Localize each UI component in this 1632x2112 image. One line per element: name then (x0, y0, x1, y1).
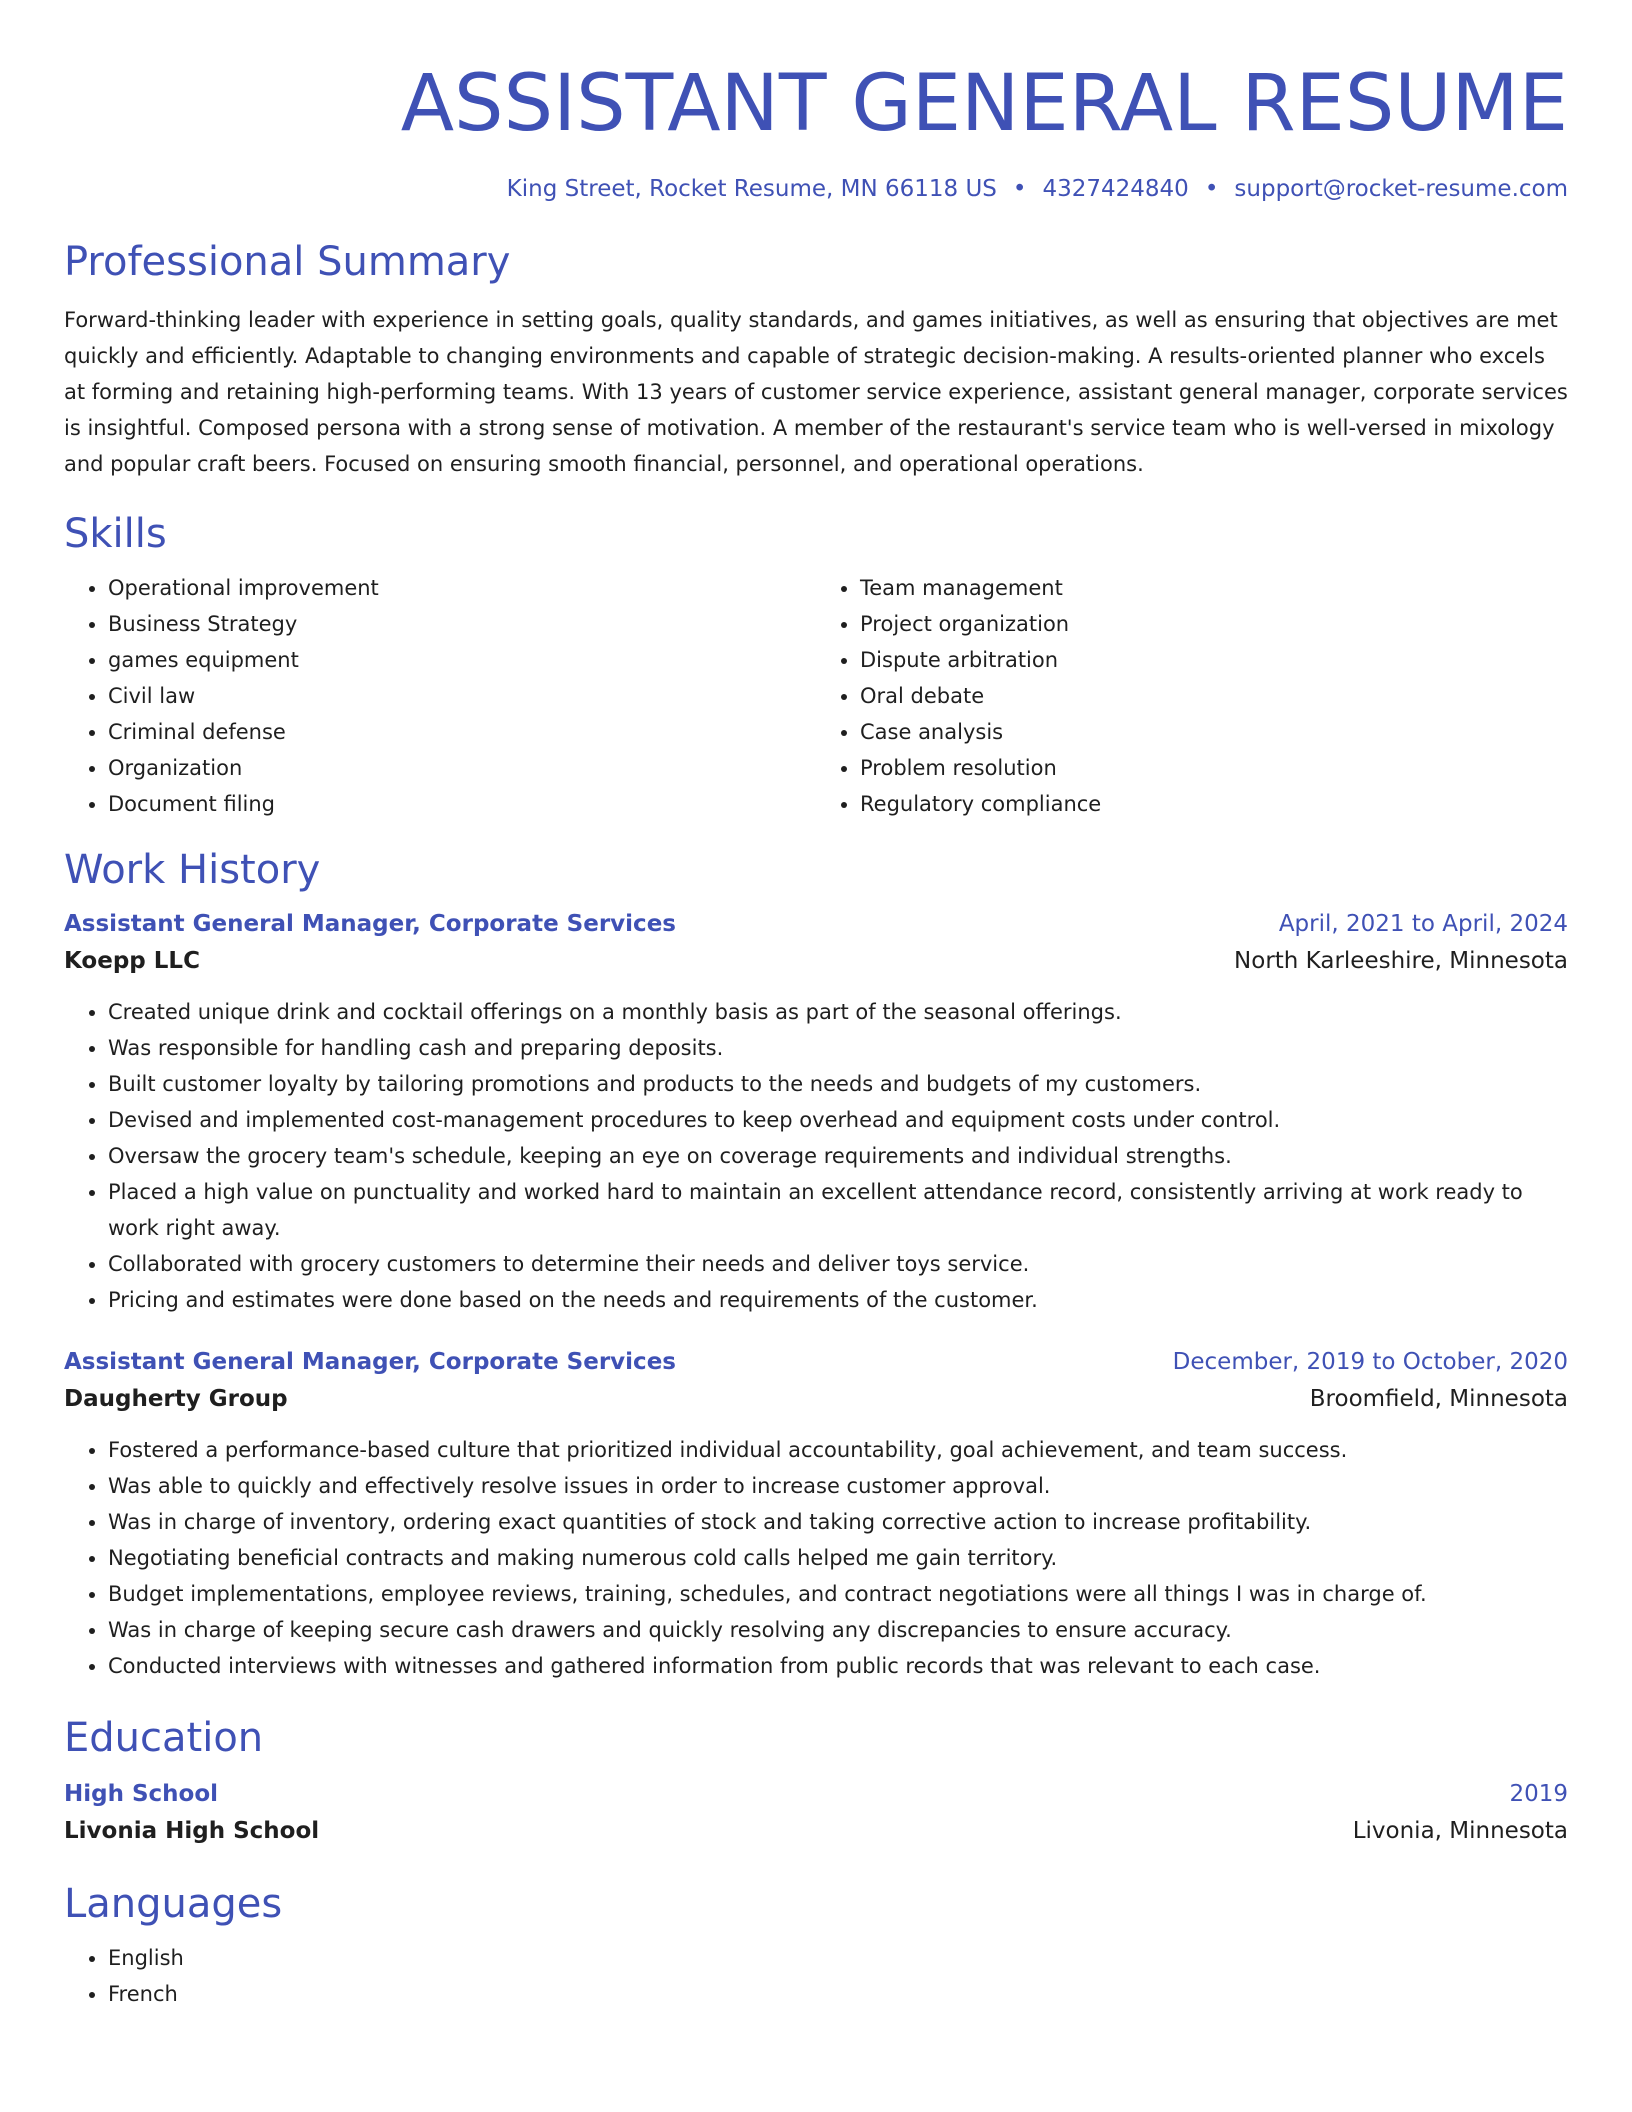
job-bullets (64, 1432, 1568, 1684)
job-bullet: • Built customer loyalty by tailoring promotions and products to the needs and budgets of my customers. (108, 1066, 1568, 1102)
job-bullet: • Budget implementations, employee reviews, training, schedules, and contract negotiations were all things I was in charge of. (108, 1576, 1568, 1612)
job-entry (64, 906, 1568, 1318)
job-bullet: • Negotiating beneficial contracts and making numerous cold calls helped me gain territory. (108, 1540, 1568, 1576)
job-company-row (64, 942, 1568, 980)
languages-heading: Languages (64, 1881, 283, 1927)
job-company: Daugherty Group (64, 1386, 288, 1412)
job-company: Koepp LLC (64, 948, 200, 974)
job-bullet: • Was in charge of keeping secure cash drawers and quickly resolving any discrepancies to ensure accuracy. (108, 1612, 1568, 1648)
languages-list (64, 1940, 1568, 2012)
job-dates: December, 2019 to October, 2020 (1172, 1349, 1568, 1375)
skill-item: • Business Strategy (108, 606, 816, 642)
resume-name: ASSISTANT GENERAL RESUME (400, 59, 1568, 149)
contact-phone: 4327424840 (1042, 176, 1189, 202)
job-bullet: • Was able to quickly and effectively resolve issues in order to increase customer approval. (108, 1468, 1568, 1504)
contact-separator: • (1012, 176, 1027, 202)
job-title: Assistant General Manager, Corporate Services (64, 1349, 676, 1375)
skills-column-right (816, 570, 1568, 822)
skill-item: • Dispute arbitration (860, 642, 1568, 678)
skill-item: • Case analysis (860, 714, 1568, 750)
job-title: Assistant General Manager, Corporate Services (64, 911, 676, 937)
contact-separator: • (1204, 176, 1219, 202)
skills-heading: Skills (64, 511, 167, 557)
job-bullet: • Was in charge of inventory, ordering exact quantities of stock and taking corrective action to increase profitability. (108, 1504, 1568, 1540)
skill-item: • Regulatory compliance (860, 786, 1568, 822)
skill-item: • Team management (860, 570, 1568, 606)
summary-heading: Professional Summary (64, 239, 511, 285)
skill-item: • Operational improvement (108, 570, 816, 606)
job-header-row (64, 1344, 1568, 1380)
education-school-row (64, 1812, 1568, 1850)
contact-email: support@rocket-resume.com (1234, 176, 1568, 202)
job-bullet: • Oversaw the grocery team's schedule, keeping an eye on coverage requirements and individual strengths. (108, 1138, 1568, 1174)
job-bullet: • Devised and implemented cost-management procedures to keep overhead and equipment costs under control. (108, 1102, 1568, 1138)
education-degree: High School (64, 1781, 219, 1807)
job-header-row (64, 906, 1568, 942)
job-location: Broomfield, Minnesota (1309, 1386, 1568, 1412)
skill-item: • Criminal defense (108, 714, 816, 750)
education-location: Livonia, Minnesota (1352, 1818, 1568, 1844)
skill-item: • Organization (108, 750, 816, 786)
job-bullet: • Conducted interviews with witnesses and gathered information from public records that was relevant to each case. (108, 1648, 1568, 1684)
skill-item: • games equipment (108, 642, 816, 678)
skills-column-left (64, 570, 816, 822)
education-heading: Education (64, 1715, 264, 1761)
education-entry (64, 1776, 1568, 1850)
skills-list (64, 570, 1568, 822)
skill-item: • Project organization (860, 606, 1568, 642)
skill-item: • Problem resolution (860, 750, 1568, 786)
contact-line (64, 174, 1568, 204)
job-bullets (64, 994, 1568, 1318)
job-bullet: • Was responsible for handling cash and preparing deposits. (108, 1030, 1568, 1066)
language-item: • French (108, 1976, 1568, 2012)
education-header-row (64, 1776, 1568, 1812)
job-bullet: • Created unique drink and cocktail offerings on a monthly basis as part of the seasonal offerings. (108, 994, 1568, 1030)
summary-text: Forward-thinking leader with experience in setting goals, quality standards, and games initiatives, as well as ensuring that objectives are met quickly and efficiently. Adaptable to changing environments and capable of strategic decision-making. A results-oriented planner who excels at forming and retaining high-performing teams. With 13 years of customer service experience, assistant general manager, corporate services is insightful. Composed persona with a strong sense of motivation. A member of the restaurant's service team who is well-versed in mixology and popular craft beers. Focused on ensuring smooth financial, personnel, and operational operations. (64, 308, 1568, 476)
education-school: Livonia High School (64, 1818, 320, 1844)
job-location: North Karleeshire, Minnesota (1234, 948, 1568, 974)
language-item: • English (108, 1940, 1568, 1976)
job-bullet: • Pricing and estimates were done based on the needs and requirements of the customer. (108, 1282, 1568, 1318)
skill-item: • Document filing (108, 786, 816, 822)
education-year: 2019 (1509, 1781, 1568, 1807)
job-bullet: • Fostered a performance-based culture that prioritized individual accountability, goal achievement, and team success. (108, 1432, 1568, 1468)
job-bullet: • Placed a high value on punctuality and worked hard to maintain an excellent attendance record, consistently arriving at work ready to work right away. (108, 1174, 1568, 1246)
job-dates: April, 2021 to April, 2024 (1278, 911, 1568, 937)
work-history-heading: Work History (64, 847, 321, 893)
contact-address: King Street, Rocket Resume, MN 66118 US (506, 176, 997, 202)
skill-item: • Civil law (108, 678, 816, 714)
job-company-row (64, 1380, 1568, 1418)
skill-item: • Oral debate (860, 678, 1568, 714)
job-bullet: • Collaborated with grocery customers to determine their needs and deliver toys service. (108, 1246, 1568, 1282)
job-entry (64, 1344, 1568, 1684)
